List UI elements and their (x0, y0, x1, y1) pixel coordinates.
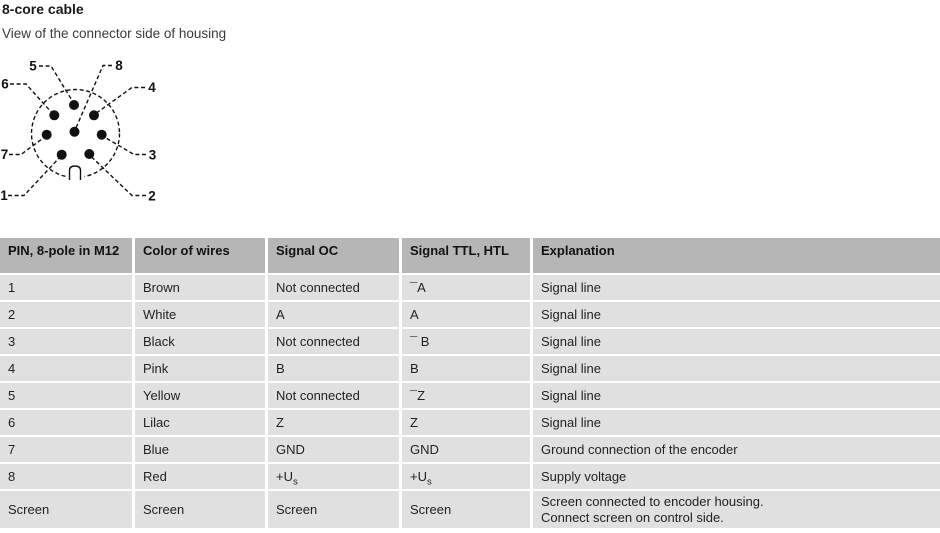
signal-ttl-cell: ¯ B (402, 329, 533, 356)
signal-ttl-cell: ¯A (402, 275, 533, 302)
header-signal-ttl: Signal TTL, HTL (402, 238, 533, 275)
pin-cell: Screen (0, 491, 135, 530)
signal-oc-cell: Z (268, 410, 402, 437)
pin-cell: 8 (0, 464, 135, 491)
pin-label-1: 1 (0, 188, 8, 203)
table-row (0, 410, 940, 437)
table-row (0, 302, 940, 329)
pin-7-contact (42, 130, 52, 140)
table-row (0, 383, 940, 410)
signal-oc-cell: A (268, 302, 402, 329)
leader-line-pin6 (10, 84, 53, 114)
page-title: 8-core cable (2, 1, 84, 17)
table-row (0, 437, 940, 464)
leader-line-pin5 (39, 66, 73, 102)
header-signal-oc: Signal OC (268, 238, 402, 275)
signal-oc-cell: Screen (268, 491, 402, 530)
pin-cell: 2 (0, 302, 135, 329)
pin-2-contact (84, 149, 94, 159)
table-row (0, 275, 940, 302)
signal-oc-cell: Not connected (268, 329, 402, 356)
document-header (2, 1, 226, 42)
pin-label-8: 8 (115, 58, 123, 73)
color-cell: Lilac (135, 410, 268, 437)
explanation-cell: Signal line (533, 410, 940, 437)
leader-line-pin4 (95, 88, 145, 115)
color-cell: Brown (135, 275, 268, 302)
table-row (0, 464, 940, 491)
keying-notch (70, 166, 81, 180)
header-color: Color of wires (135, 238, 268, 275)
pin-cell: 6 (0, 410, 135, 437)
signal-ttl-cell: B (402, 356, 533, 383)
table-row (0, 329, 940, 356)
leader-line-pin7 (9, 136, 46, 155)
pin-1-contact (57, 150, 67, 160)
pin-6-contact (49, 110, 59, 120)
table-header-row (0, 238, 940, 275)
signal-oc-cell: Not connected (268, 383, 402, 410)
pin-label-4: 4 (148, 80, 156, 95)
pin-5-contact (69, 100, 79, 110)
pinout-table (0, 238, 940, 530)
page-subtitle: View of the connector side of housing (2, 26, 227, 41)
signal-oc-cell: GND (268, 437, 402, 464)
pin-label-5: 5 (29, 58, 37, 74)
signal-ttl-cell: GND (402, 437, 533, 464)
pin-8-contact (70, 127, 80, 137)
color-cell: Blue (135, 437, 268, 464)
header-explanation: Explanation (533, 238, 940, 275)
pin-label-3: 3 (148, 147, 157, 163)
signal-oc-cell: Not connected (268, 275, 402, 302)
signal-ttl-cell: Screen (402, 491, 533, 530)
pin-4-contact (89, 110, 99, 120)
explanation-cell: Signal line (533, 302, 940, 329)
signal-oc-cell: B (268, 356, 402, 383)
explanation-cell: Signal line (533, 329, 940, 356)
connector-pinout-diagram (0, 58, 170, 210)
explanation-cell: Signal line (533, 383, 940, 410)
signal-ttl-cell: ¯Z (402, 383, 533, 410)
pin-label-2: 2 (148, 188, 156, 204)
explanation-cell: Signal line (533, 356, 940, 383)
leader-line-pin3 (103, 136, 147, 155)
leader-line-pin1 (8, 156, 61, 196)
explanation-cell: Supply voltage (533, 464, 940, 491)
pin-cell: 3 (0, 329, 135, 356)
explanation-cell: Ground connection of the encoder (533, 437, 940, 464)
header-pin: PIN, 8-pole in M12 (0, 238, 135, 275)
color-cell: Red (135, 464, 268, 491)
pin-label-7: 7 (0, 147, 9, 162)
leader-line-pin2 (90, 156, 146, 196)
table-row (0, 356, 940, 383)
color-cell: White (135, 302, 268, 329)
color-cell: Screen (135, 491, 268, 530)
color-cell: Black (135, 329, 268, 356)
explanation-cell: Screen connected to encoder housing. Connect screen on control side. (533, 491, 940, 530)
pin-cell: 5 (0, 383, 135, 410)
signal-ttl-cell: A (402, 302, 533, 329)
pin-3-contact (97, 130, 107, 140)
pin-cell: 1 (0, 275, 135, 302)
signal-oc-cell: $+U_s$ (268, 464, 402, 491)
pin-label-6: 6 (1, 76, 9, 92)
pin-cell: 4 (0, 356, 135, 383)
signal-ttl-cell: Z (402, 410, 533, 437)
signal-ttl-cell: $+U_s$ (402, 464, 533, 491)
color-cell: Yellow (135, 383, 268, 410)
pin-cell: 7 (0, 437, 135, 464)
explanation-cell: Signal line (533, 275, 940, 302)
table-row-screen (0, 491, 940, 530)
color-cell: Pink (135, 356, 268, 383)
